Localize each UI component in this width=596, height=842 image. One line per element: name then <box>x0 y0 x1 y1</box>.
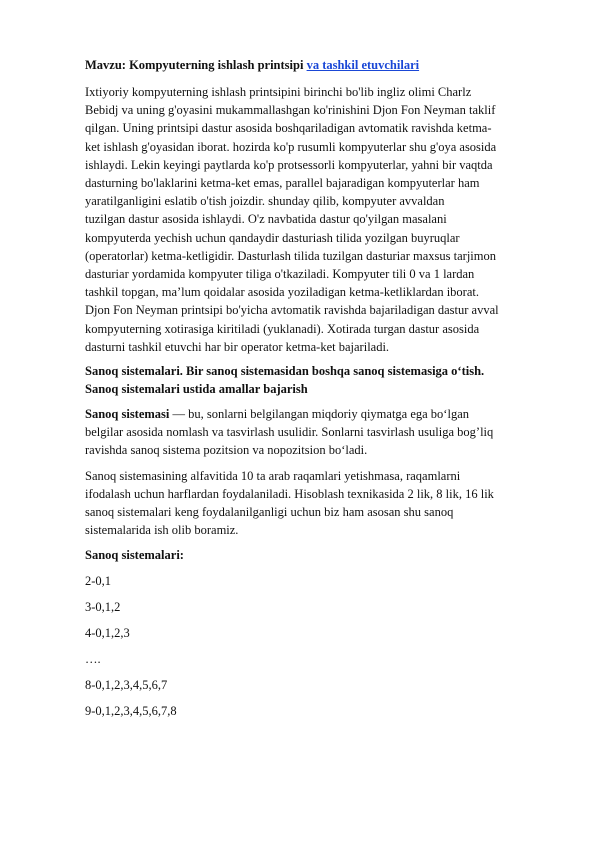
title-link[interactable]: va tashkil etuvchilari <box>306 58 420 72</box>
text-line: Djon Fon Neyman printsipi bo'yicha avtomatik ravishda bajariladigan dastur avval <box>85 303 499 318</box>
document-body <box>85 56 555 720</box>
text-line: sistemalarida ish olib boramiz. <box>85 523 239 538</box>
text-line: Bebidj va uning g'oyasini mukammallashgan ko'rinishini Djon Fon Neyman taklif <box>85 103 496 118</box>
text-line <box>85 405 555 423</box>
system-item: …. <box>85 652 101 667</box>
system-item: 8-0,1,2,3,4,5,6,7 <box>85 678 168 693</box>
text-line: dasturiar yordamida kompyuter tiliga o'tkaziladi. Kompyuter tili 0 va 1 lardan <box>85 267 475 282</box>
document-title <box>85 56 555 74</box>
text-line: tuzilgan dastur asosida ishlaydi. O'z navbatida dastur qo'yilgan masalani <box>85 212 447 227</box>
text-line: tashkil topgan, ma’lum qoidalar asosida yoziladigan ketma-ketliklardan iborat. <box>85 285 479 300</box>
systems-heading: Sanoq sistemalari: <box>85 548 184 563</box>
text-line: ifodalash uchun harflardan foydalaniladi. Hisoblash texnikasida 2 lik, 8 lik, 16 lik <box>85 486 494 501</box>
definition-paragraph <box>85 405 555 460</box>
alphabet-paragraph <box>85 467 555 540</box>
system-item: 3-0,1,2 <box>85 600 121 615</box>
definition-term: Sanoq sistemasi <box>85 407 170 422</box>
system-item: 4-0,1,2,3 <box>85 626 130 641</box>
text-line: Ixtiyoriy kompyuterning ishlash printsipini birinchi bo'lib ingliz olimi Charlz <box>85 85 472 99</box>
text-line: belgilar asosida nomlash va tasvirlash usulidir. Sonlarni tasvirlash usuliga bog’liq <box>85 425 494 440</box>
text-line: sanoq sistemalari keng foydalanilganligi uchun biz ham asosan shu sanoq <box>85 505 454 520</box>
intro-paragraph <box>85 83 555 356</box>
text-line: dasturning bo'laklarini ketma-ket emas, parallel bajaradigan kompyuterlar ham <box>85 176 480 191</box>
text-line: yaratilganligini eslatib o'tish joizdir. shunday qilib, kompyuter avvaldan <box>85 194 445 209</box>
definition-text: — bu, sonlarni belgilangan miqdoriy qiymatga ega bo‘lgan <box>169 407 469 422</box>
title-text: Mavzu: Kompyuterning ishlash printsipi <box>85 58 304 72</box>
section-heading <box>85 362 555 398</box>
system-item: 9-0,1,2,3,4,5,6,7,8 <box>85 704 177 719</box>
text-line: kompyuterning xotirasiga kiritiladi (yuklanadi). Xotirada turgan dastur asosida <box>85 321 480 336</box>
system-item: 2-0,1 <box>85 574 112 589</box>
heading-line: Sanoq sistemalari ustida amallar bajarish <box>85 382 308 397</box>
heading-line: Sanoq sistemalari. Bir sanoq sistemasidan boshqa sanoq sistemasiga o‘tish. <box>85 364 485 379</box>
text-line: qilgan. Uning printsipi dastur asosida boshqariladigan avtomatik ravishda ketma- <box>85 121 492 136</box>
text-line: ket ishlash g'oyasidan iborat. hozirda ko'p rusumli kompyuterlar shu g'oya asosida <box>85 139 497 154</box>
text-line: ishlaydi. Lekin keyingi paytlarda ko'p protsessorli kompyuterlar, yahni bir vaqtda <box>85 157 493 172</box>
text-line: (operatorlar) ketma-ketligidir. Dasturlash tilida tuzilgan dasturiar maxsus tarjimon <box>85 248 496 263</box>
text-line: Sanoq sistemasining alfavitida 10 ta arab raqamlari yetishmasa, raqamlarni <box>85 468 461 483</box>
text-line: ravishda sanoq sistema pozitsion va nopozitsion bo‘ladi. <box>85 443 368 458</box>
text-line: kompyuterda yechish uchun qandaydir dasturiash tilida yozilgan buyruqlar <box>85 230 460 245</box>
text-line: dasturni tashkil etuvchi har bir operator ketma-ket bajariladi. <box>85 339 390 354</box>
